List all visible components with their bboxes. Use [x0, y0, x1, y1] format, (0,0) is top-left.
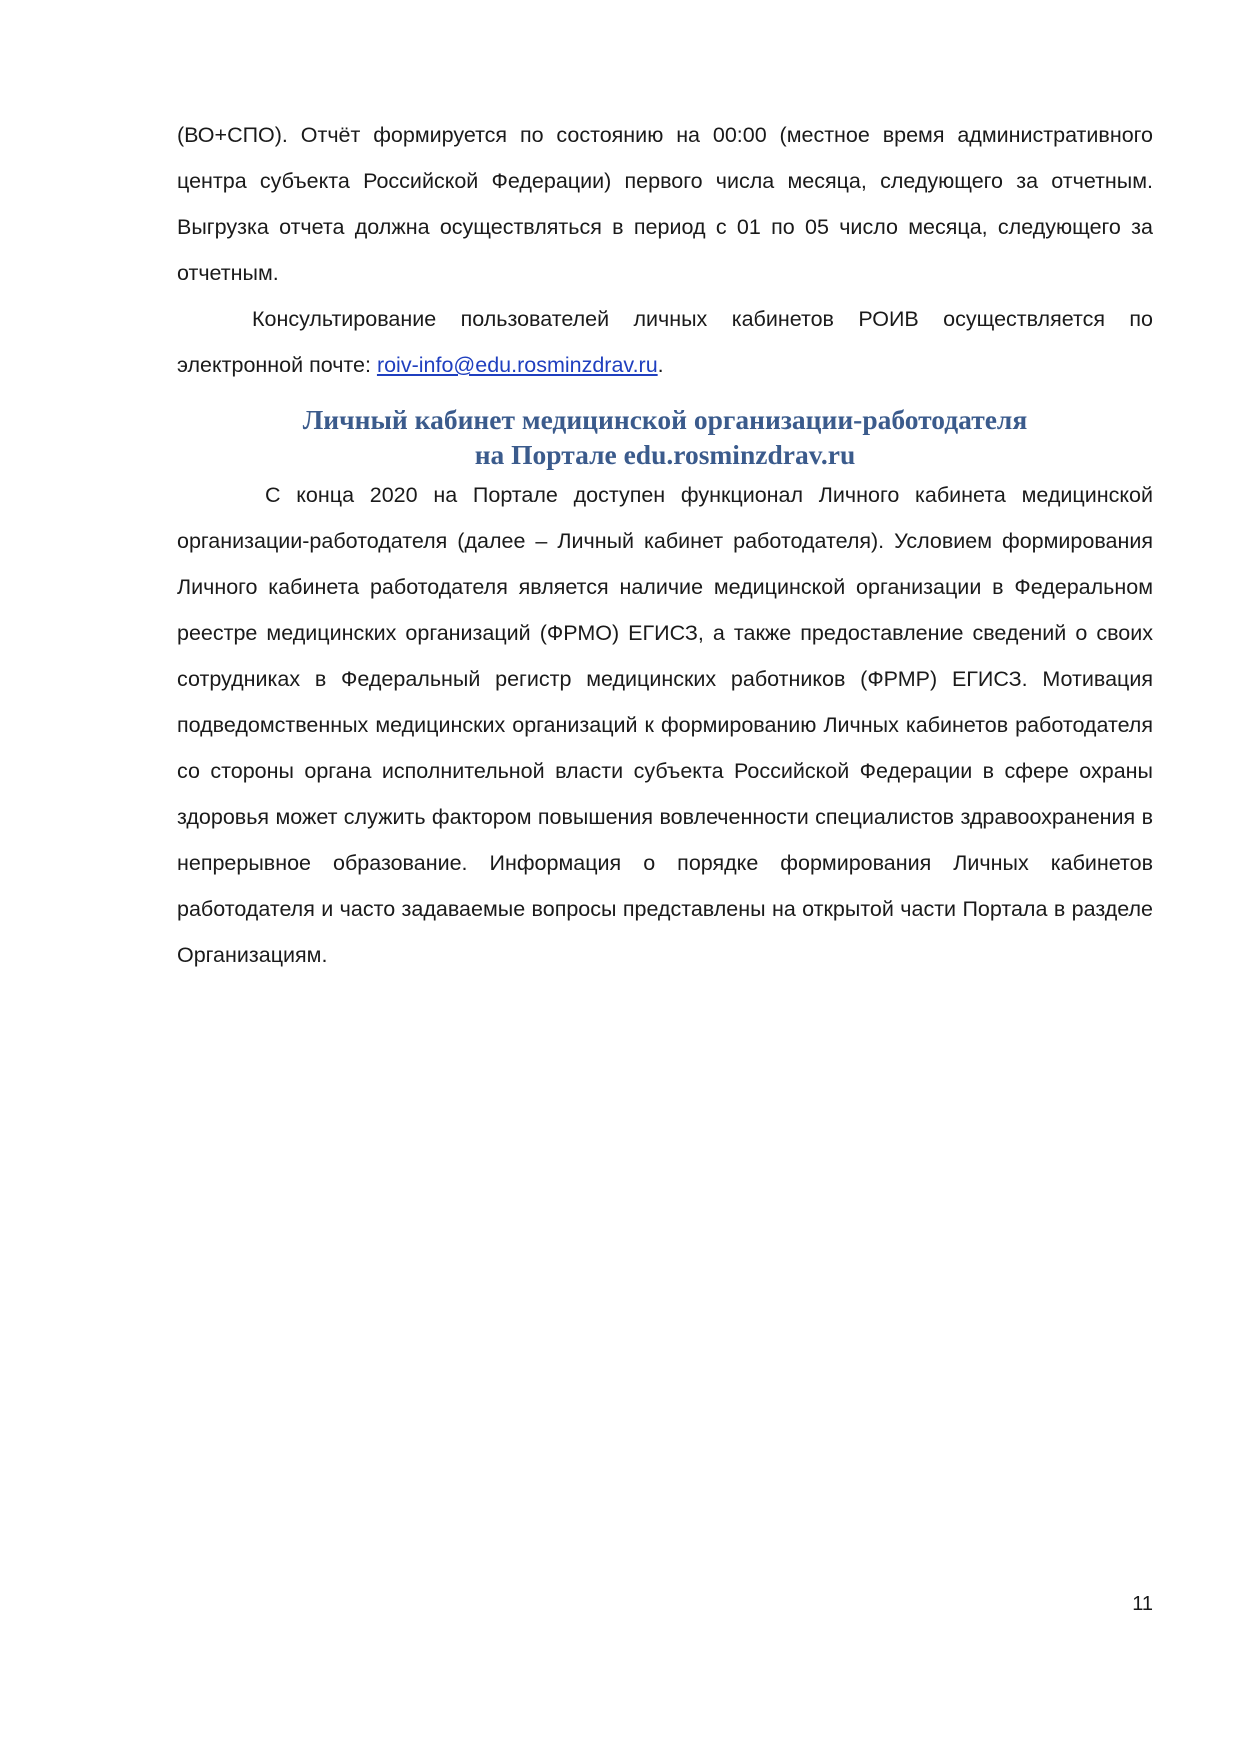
intro-paragraph-report: (ВО+СПО). Отчёт формируется по состоянию на 00:00 (местное время административного центра субъекта Российской Федерации) первого числа месяца, следующего за отчетным. Выгрузка отчета должна осуществляться в период с 01 по 05 число месяца, следующего за отчетным. — [177, 123, 1153, 285]
page-body — [177, 112, 1153, 978]
section-paragraph: С конца 2020 на Портале доступен функционал Личного кабинета медицинской организации-работодателя (далее – Личный кабинет работодателя). Условием формирования Личного кабинета работодателя является наличие медицинской организации в Федеральном реестре медицинских организаций (ФРМО) ЕГИСЗ, а также предоставление сведений о своих сотрудниках в Федеральный регистр медицинских работников (ФРМР) ЕГИСЗ. Мотивация подведомственных медицинских организаций к формированию Личных кабинетов работодателя со стороны органа исполнительной власти субъекта Российской Федерации в сфере охраны здоровья может служить фактором повышения вовлеченности специалистов здравоохранения в непрерывное образование. Информация о порядке формирования Личных кабинетов работодателя и часто задаваемые вопросы представлены на открытой части Портала в разделе Организациям. — [177, 483, 1153, 967]
consulting-text-end: . — [657, 353, 664, 377]
intro-paragraph-consulting — [177, 296, 1153, 388]
section-heading-line-2: на Портале edu.rosminzdrav.ru — [474, 439, 856, 470]
section-heading — [177, 402, 1153, 472]
page-number: 11 — [1132, 1593, 1153, 1615]
consulting-text: Консультирование пользователей личных кабинетов РОИВ осуществляется по электронной почте: — [177, 307, 1153, 377]
section-heading-line-1: Личный кабинет медицинской организации-работодателя — [302, 404, 1028, 435]
support-email-link[interactable]: roiv-info@edu.rosminzdrav.ru — [376, 353, 658, 377]
